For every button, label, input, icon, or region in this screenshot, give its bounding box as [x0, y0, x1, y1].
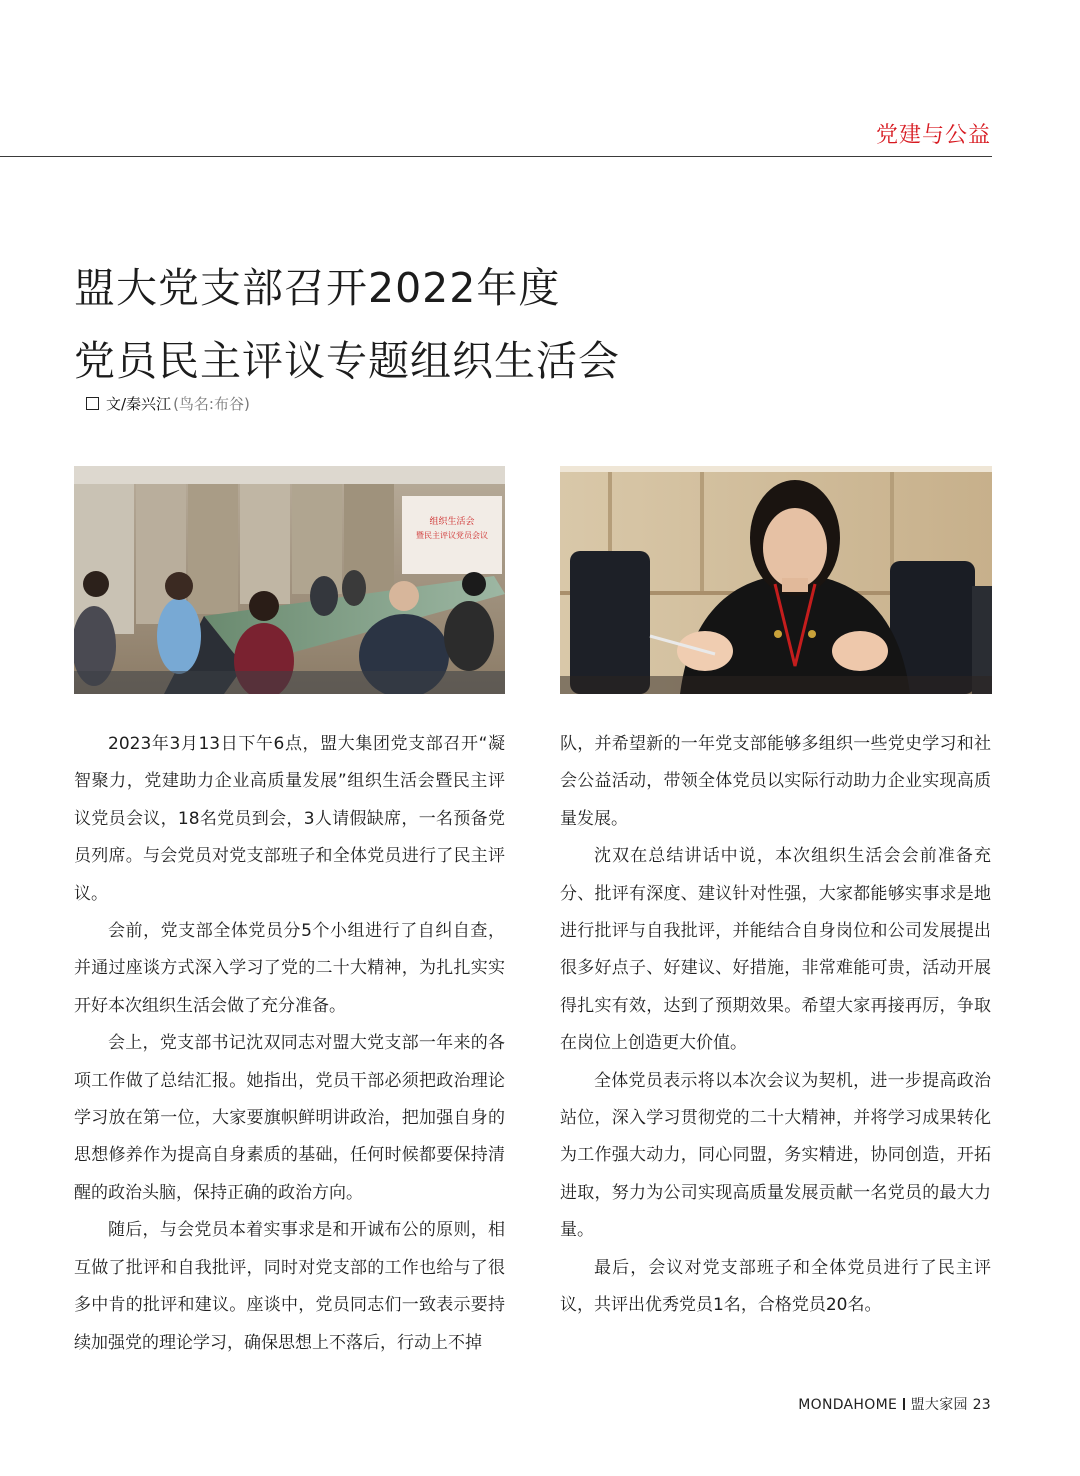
- paragraph: 会前，党支部全体党员分5个小组进行了自纠自查，并通过座谈方式深入学习了党的二十大精神，为扎扎实实开好本次组织生活会做了充分准备。: [74, 921, 505, 1016]
- page-footer: [798, 1394, 991, 1414]
- paragraph: 沈双在总结讲话中说，本次组织生活会会前准备充分、批评有深度、建议针对性强，大家都能够实事求是地进行批评与自我批评，并能结合自身岗位和公司发展提出很多好点子、好建议、好措施，非常难能可贵，活动开展得扎实有效，达到了预期效果。希望大家再接再厉，争取在岗位上创造更大价值。: [560, 846, 991, 1054]
- byline-author: 文/秦兴江: [106, 395, 172, 413]
- speaker-photo: [560, 466, 992, 694]
- paragraph: 会上，党支部书记沈双同志对盟大党支部一年来的各项工作做了总结汇报。她指出，党员干部必须把政治理论学习放在第一位，大家要旗帜鲜明讲政治，把加强自身的思想修养作为提高自身素质的基础，任何时候都要保持清醒的政治头脑，保持正确的政治方向。: [74, 1033, 505, 1203]
- byline-alias: (鸟名:布谷): [173, 395, 250, 413]
- byline: [86, 393, 250, 414]
- section-tag: 党建与公益: [875, 123, 991, 148]
- paragraph: 随后，与会党员本着实事求是和开诚布公的原则，相互做了批评和自我批评，同时对党支部的工作也给与了很多中肯的批评和建议。座谈中，党员同志们一致表示要持续加强党的理论学习，确保思想上不落后，行动上不掉: [74, 1220, 505, 1353]
- paragraph: 最后，会议对党支部班子和全体党员进行了民主评议，共评出优秀党员1名，合格党员20名。: [560, 1257, 991, 1316]
- header-rule: [0, 156, 992, 157]
- screen-text-line-2: 暨民主评议党员会议: [416, 531, 488, 540]
- page-number: 23: [972, 1397, 991, 1413]
- article-title-line-1: 盟大党支部召开2022年度: [74, 264, 561, 312]
- paragraph: 全体党员表示将以本次会议为契机，进一步提高政治站位，深入学习贯彻党的二十大精神，并将学习成果转化为工作强大动力，同心同盟，务实精进，协同创造，开拓进取，努力为公司实现高质量发展贡献一名党员的最大力量。: [560, 1070, 991, 1241]
- screen-text-line-1: 组织生活会: [429, 517, 475, 527]
- paragraph: 2023年3月13日下午6点，盟大集团党支部召开“凝智聚力，党建助力企业高质量发展”组织生活会暨民主评议党员会议，18名党员到会，3人请假缺席，一名预备党员列席。与会党员对党支部班子和全体党员进行了民主评议。: [74, 734, 505, 904]
- article-column-right: [560, 726, 991, 1325]
- meeting-room-photo: [74, 466, 505, 694]
- footer-separator: [903, 1398, 905, 1410]
- square-bullet-icon: [86, 397, 99, 410]
- footer-brand: MONDAHOME: [798, 1397, 898, 1413]
- article-title-line-2: 党员民主评议专题组织生活会: [74, 337, 620, 385]
- article-column-left: [74, 726, 505, 1362]
- footer-magazine: 盟大家园: [910, 1397, 968, 1413]
- paragraph-continuation: 队，并希望新的一年党支部能够多组织一些党史学习和社会公益活动，带领全体党员以实际行动助力企业实现高质量发展。: [560, 734, 991, 829]
